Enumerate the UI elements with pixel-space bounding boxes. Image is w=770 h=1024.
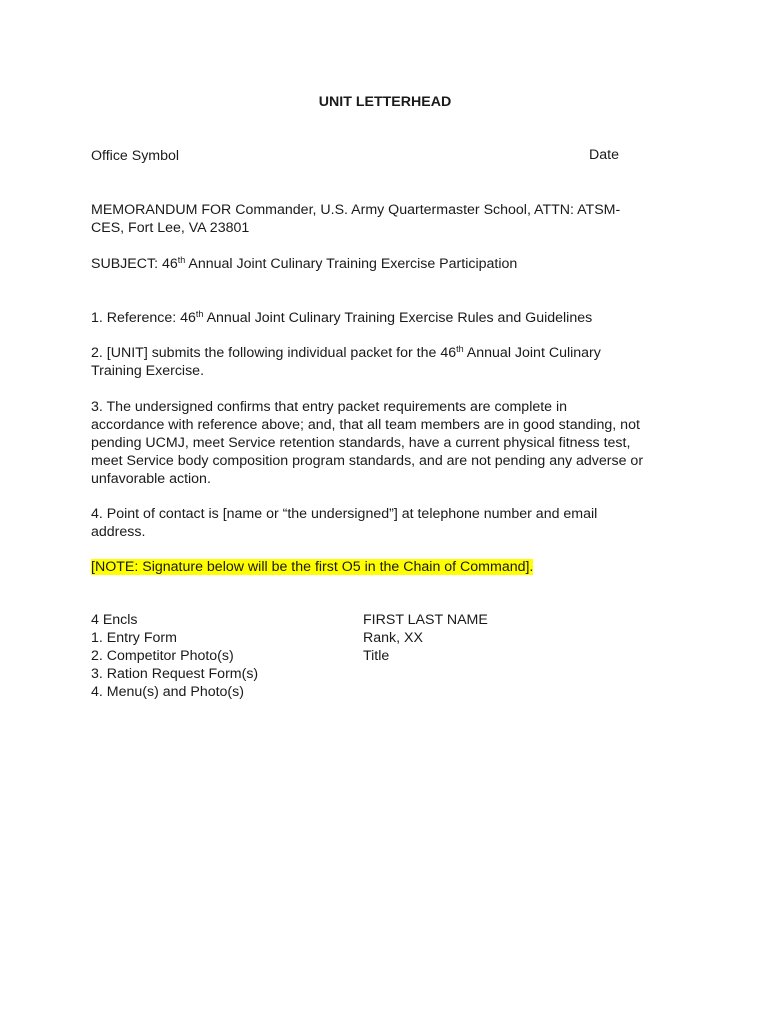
paragraph-1-prefix: 1. Reference: 46 bbox=[91, 310, 196, 326]
paragraph-3-line-2: accordance with reference above; and, that all team members are in good standing, not bbox=[91, 417, 640, 433]
enclosure-item: 4. Menu(s) and Photo(s) bbox=[91, 684, 244, 700]
paragraph-4-line-1: 4. Point of contact is [name or “the undersigned”] at telephone number and email bbox=[91, 506, 598, 522]
paragraph-2-superscript: th bbox=[456, 344, 464, 354]
paragraph-1 bbox=[91, 309, 592, 327]
paragraph-2-prefix: 2. [UNIT] submits the following individual packet for the 46 bbox=[91, 345, 457, 361]
enclosure-item: 2. Competitor Photo(s) bbox=[91, 648, 234, 664]
paragraph-3-line-5: unfavorable action. bbox=[91, 471, 211, 487]
highlighted-note: [NOTE: Signature below will be the first O5 in the Chain of Command]. bbox=[91, 559, 534, 575]
paragraph-3-line-4: meet Service body composition program standards, and are not pending any adverse or bbox=[91, 453, 644, 469]
subject-line bbox=[91, 255, 517, 273]
paragraph-1-rest: Annual Joint Culinary Training Exercise Rules and Guidelines bbox=[203, 310, 593, 326]
memorandum-for-line-2: CES, Fort Lee, VA 23801 bbox=[91, 220, 250, 236]
subject-rest: Annual Joint Culinary Training Exercise Participation bbox=[185, 256, 518, 272]
subject-superscript: th bbox=[177, 255, 186, 265]
enclosure-item: 1. Entry Form bbox=[91, 630, 177, 646]
paragraph-2-line-1 bbox=[91, 344, 601, 362]
paragraph-3-line-3: pending UCMJ, meet Service retention standards, have a current physical fitness test, bbox=[91, 435, 631, 451]
memo-date: Date bbox=[589, 147, 619, 163]
paragraph-4-line-2: address. bbox=[91, 524, 146, 540]
paragraph-3-line-1: 3. The undersigned confirms that entry packet requirements are complete in bbox=[91, 399, 568, 415]
signature-title: Title bbox=[363, 648, 390, 664]
subject-prefix: SUBJECT: 46 bbox=[91, 256, 178, 272]
paragraph-2-line-2: Training Exercise. bbox=[91, 363, 205, 379]
enclosure-item: 3. Ration Request Form(s) bbox=[91, 666, 259, 682]
paragraph-2-rest: Annual Joint Culinary bbox=[463, 345, 601, 361]
enclosure-count: 4 Encls bbox=[91, 612, 138, 628]
signature-note bbox=[91, 558, 533, 576]
office-symbol: Office Symbol bbox=[91, 148, 180, 164]
signature-name: FIRST LAST NAME bbox=[363, 612, 488, 628]
memorandum-for-line-1: MEMORANDUM FOR Commander, U.S. Army Quartermaster School, ATTN: ATSM- bbox=[91, 202, 621, 218]
signature-rank: Rank, XX bbox=[363, 630, 423, 646]
unit-letterhead: UNIT LETTERHEAD bbox=[318, 94, 452, 110]
paragraph-1-superscript: th bbox=[195, 309, 204, 319]
